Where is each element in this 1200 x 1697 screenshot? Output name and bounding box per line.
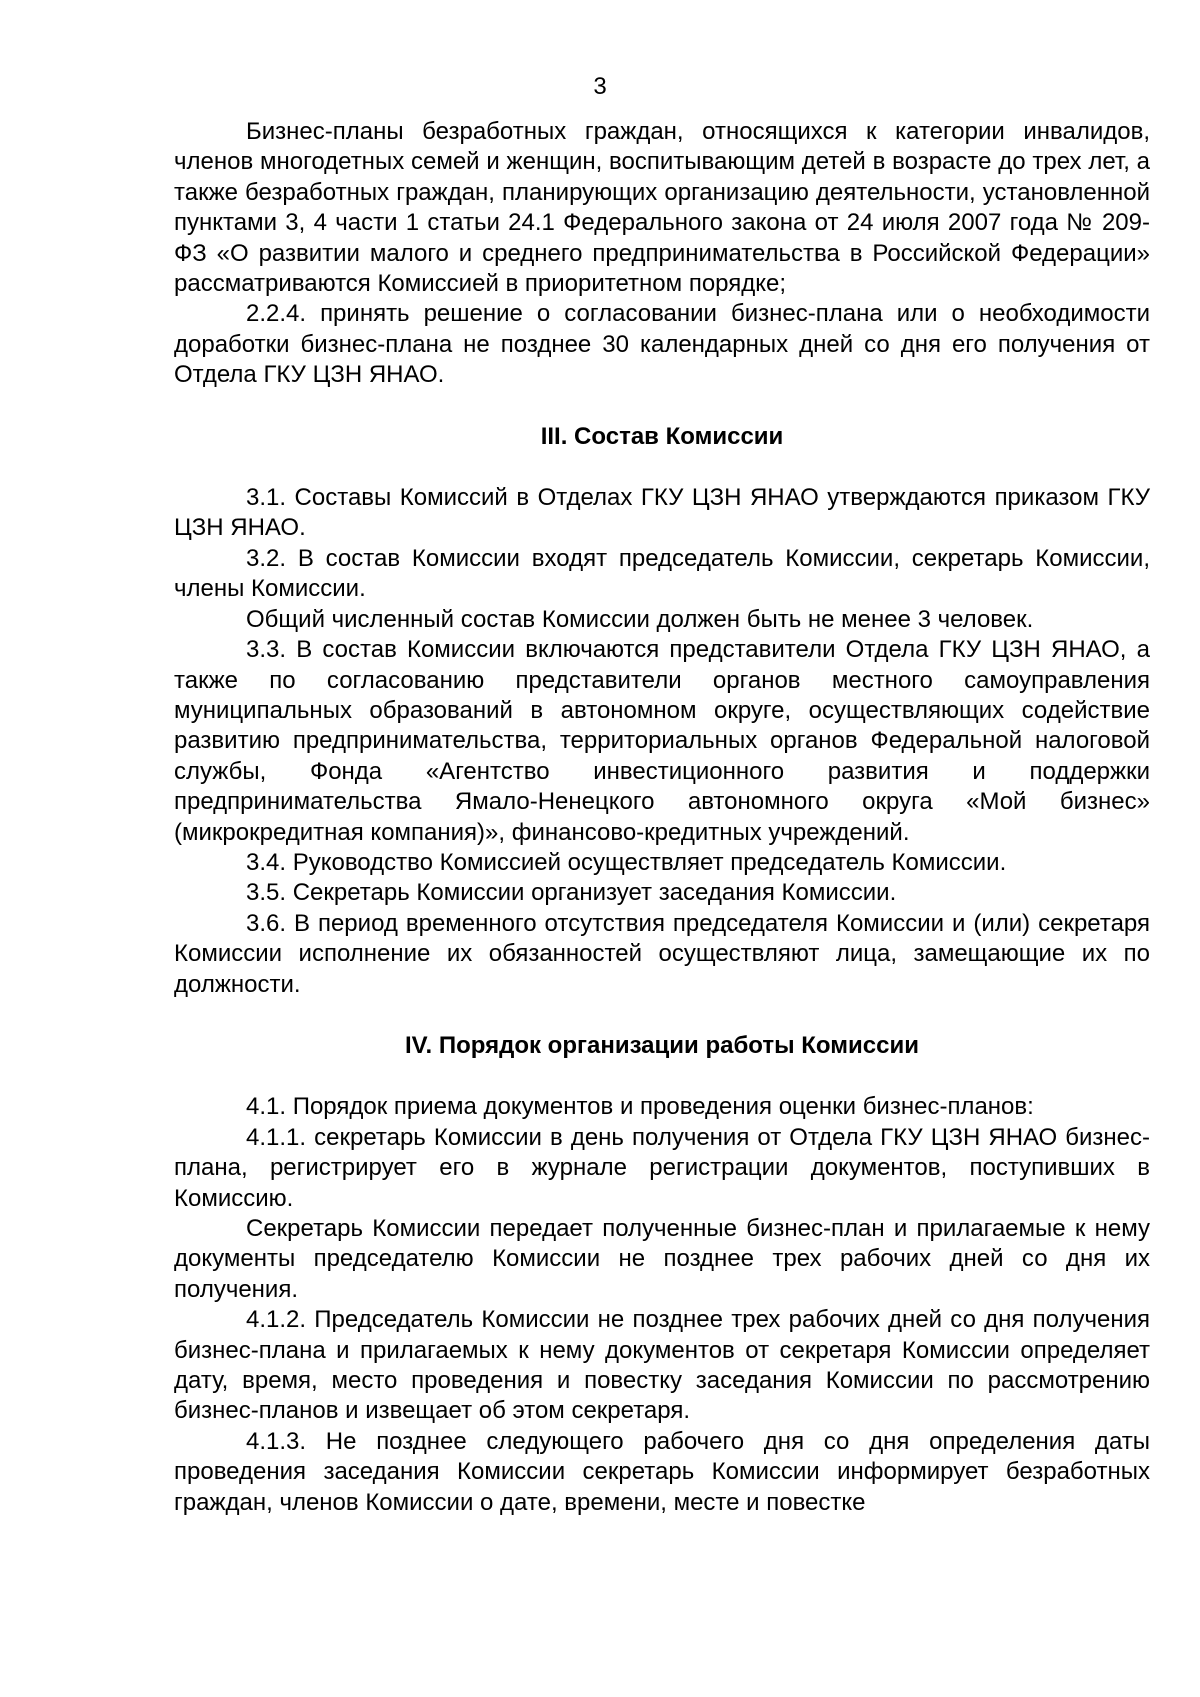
paragraph-4-1-3: 4.1.3. Не позднее следующего рабочего дня со дня определения даты проведения заседания Комиссии секретарь Комиссии информирует безработных граждан, членов Комиссии о дате, времени, месте и повестке bbox=[174, 1427, 1150, 1516]
paragraph-4-1-1-transfer: Секретарь Комиссии передает полученные бизнес-план и прилагаемые к нему документы председателю Комиссии не позднее трех рабочих дней со дня их получения. bbox=[174, 1215, 1150, 1303]
paragraph-3-3: 3.3. В состав Комиссии включаются представители Отдела ГКУ ЦЗН ЯНАО, а также по согласованию представители органов местного самоуправления муниципальных образований в автономном округе, осуществляющих содействие развитию предпринимательства, территориальных органов Федеральной налоговой службы, Фонда «Агентство инвестиционного развития и поддержки предпринимательства Ямало-Ненецкого автономного округа «Мой бизнес» (микрокредитная компания)», финансово-кредитных учреждений. bbox=[174, 636, 1150, 846]
paragraph-3-5: 3.5. Секретарь Комиссии организует заседания Комиссии. bbox=[246, 879, 897, 907]
paragraph-3-6: 3.6. В период временного отсутствия председателя Комиссии и (или) секретаря Комиссии исполнение их обязанностей осуществляют лица, замещающие их по должности. bbox=[174, 909, 1150, 998]
document-body bbox=[174, 117, 1150, 1518]
paragraph-business-plans-priority: Бизнес-планы безработных граждан, относящихся к категории инвалидов, членов многодетных семей и женщин, воспитывающим детей в возрасте до трех лет, а также безработных граждан, планирующих организацию деятельности, установленной пунктами 3, 4 части 1 статьи 24.1 Федерального закона от 24 июля 2007 года № 209-ФЗ «О развитии малого и среднего предпринимательства в Российской Федерации» рассматриваются Комиссией в приоритетном порядке; bbox=[174, 118, 1150, 298]
section-3-heading: III. Состав Комиссии bbox=[540, 422, 784, 450]
paragraph-3-2-composition: Общий численный состав Комиссии должен быть не менее 3 человек. bbox=[246, 605, 1034, 633]
paragraph-3-2: 3.2. В состав Комиссии входят председатель Комиссии, секретарь Комиссии, члены Комиссии. bbox=[174, 544, 1150, 603]
paragraph-4-1-2: 4.1.2. Председатель Комиссии не позднее трех рабочих дней со дня получения бизнес-плана и прилагаемых к нему документов от секретаря Комиссии определяет дату, время, место проведения и повестку заседания Комиссии по рассмотрению бизнес-планов и извещает об этом секретаря. bbox=[174, 1306, 1150, 1425]
paragraph-4-1: 4.1. Порядок приема документов и проведения оценки бизнес-планов: bbox=[246, 1093, 1034, 1121]
paragraph-3-1: 3.1. Составы Комиссий в Отделах ГКУ ЦЗН ЯНАО утверждаются приказом ГКУ ЦЗН ЯНАО. bbox=[174, 484, 1150, 542]
page-number: 3 bbox=[593, 73, 607, 100]
paragraph-4-1-1: 4.1.1. секретарь Комиссии в день получения от Отдела ГКУ ЦЗН ЯНАО бизнес-плана, регистрирует его в журнале регистрации документов, поступивших в Комиссию. bbox=[174, 1123, 1150, 1212]
paragraph-3-4: 3.4. Руководство Комиссией осуществляет председатель Комиссии. bbox=[246, 848, 1007, 876]
section-4-heading: IV. Порядок организации работы Комиссии bbox=[405, 1031, 919, 1059]
paragraph-2-2-4: 2.2.4. принять решение о согласовании бизнес-плана или о необходимости доработки бизнес-плана не позднее 30 календарных дней со дня его получения от Отдела ГКУ ЦЗН ЯНАО. bbox=[174, 300, 1150, 389]
